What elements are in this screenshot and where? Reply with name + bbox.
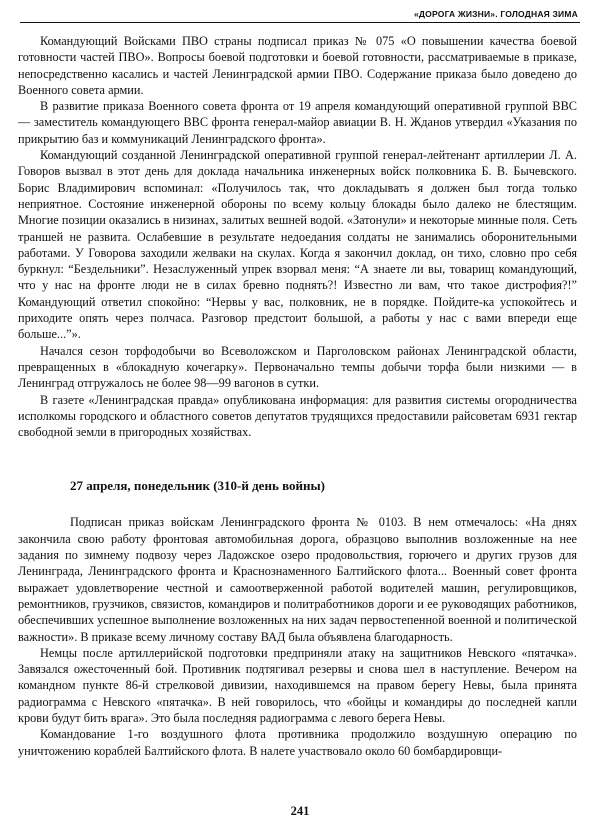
date-heading: 27 апреля, понедельник (310-й день войны)	[70, 478, 325, 494]
page-number: 241	[290, 804, 310, 818]
paragraph: Командующий Войсками ПВО страны подписал приказ № 075 «О повышении качества боевой готовности частей ПВО». Вопросы боевой подготовки и боевой готовности, рассматриваемые в приказе, непосредственно касались и частей Ленинградской армии ПВО. Содержание приказа было доведено до Военного совета армии.	[18, 34, 577, 97]
paragraph: Командование 1-го воздушного флота противника продолжило воздушную операцию по уничтожению кораблей Балтийского флота. В налете участвовало около 60 бомбардировщи-	[18, 727, 577, 758]
paragraph: Начался сезон торфодобычи во Всеволожском и Парголовском районах Ленинградской области, превращенных в «блокадную кочегарку». Первоначально темпы добычи торфа были низкими — в Ленинград отгружалось не более 98—99 вагонов в сутки.	[18, 343, 577, 391]
paragraph: Командующий созданной Ленинградской оперативной группой генерал-лейтенант артиллерии Л. А. Говоров вызвал в этот день для доклада начальника инженерных войск полковника Б. В. Бычевского. Борис Владимирович вспоминал: «Получилось так, что докладывать я должен был тогда только неприятное. Состояние инженерной обороны по всему кольцу блокады было далеко не блестящим. Многие позиции оказались в низинах, залитых вешней водой. «Затонули» и некоторые минные поля. Сеть траншей не развита. Ослабевшие в результате недоедания солдаты не занимались оборонительными работами. У Говорова заходили желваки на скулах. Когда я закончил доклад, он тихо, словно про себя буркнул: “Бездельники”. Незаслуженный упрек взорвал меня: “А знаете ли вы, товарищ командующий, что у нас на фронте люди не в силах бревно поднять?! Известно ли вам, что такое дистрофия?!” Командующий ответил спокойно: “Нервы у вас, полковник, не в порядке. Пойдите-ка успокойтесь и приходите опять через полчаса. Разговор предстоит большой, а работы у нас с вами впереди еще больше...”».	[18, 148, 577, 342]
header-divider	[20, 22, 580, 23]
page-body	[18, 33, 577, 759]
paragraph: Подписан приказ войскам Ленинградского фронта № 0103. В нем отмечалось: «На днях закончила свою работу фронтовая автомобильная дорога, образцово выполнив возложенные на нее задания по зимнему подвозу через Ладожское озеро продовольствия, горючего и других грузов для Ленинграда, Ленинградского фронта и Краснознаменного Балтийского флота... Военный совет фронта выражает удовлетворение честной и самоотверженной работой водителей машин, регулировщиков, ремонтников, грузчиков, связистов, командиров и политработников дороги и ее руководящих работников, обеспечивших успешное выполнение возложенных на них задач первостепенной военной и политической важности». В приказе всему личному составу ВАД была объявлена благодарность.	[18, 515, 577, 644]
paragraph: Немцы после артиллерийской подготовки предприняли атаку на защитников Невского «пятачка». Завязался ожесточенный бой. Противник подтягивал резервы и снова шел в наступление. Вечером на командном пункте 86-й стрелковой дивизии, находившемся на правом берегу Невы, была принята радиограмма с Невского «пятачка». В ней говорилось, что «бойцы и командиры до последней капли крови будут бить врага». Это была последняя радиограмма с левого берега Невы.	[18, 645, 577, 725]
paragraph: В газете «Ленинградская правда» опубликована информация: для развития системы огородничества исполкомы городского и областного советов депутатов трудящихся предоставили райсоветам 6931 гектар свободной земли в пригородных хозяйствах.	[18, 392, 577, 440]
running-header: «ДОРОГА ЖИЗНИ». ГОЛОДНАЯ ЗИМА	[414, 9, 578, 19]
paragraph: В развитие приказа Военного совета фронта от 19 апреля командующий оперативной группой ВВС — заместитель командующего ВВС фронта генерал-майор авиации В. Н. Жданов утвердил «Указания по прикрытию баз и коммуникаций Ленинградского фронта».	[18, 99, 577, 146]
